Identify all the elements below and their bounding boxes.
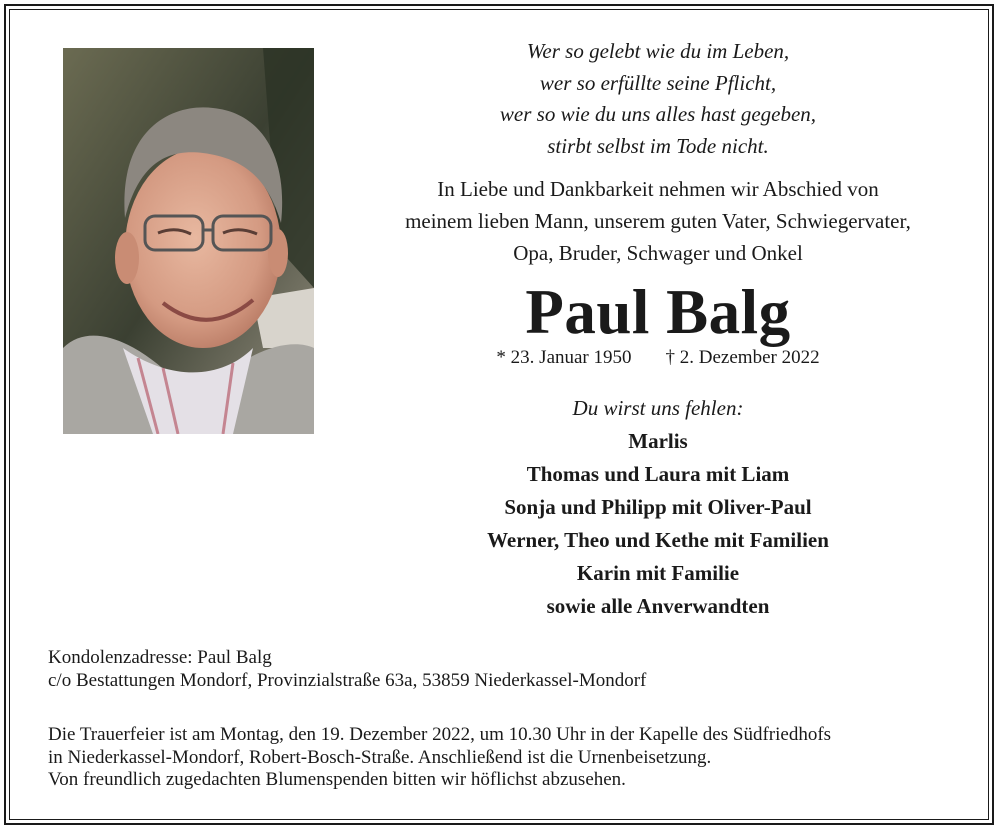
life-dates: [348, 343, 968, 373]
ceremony-line: in Niederkassel-Mondorf, Robert-Bosch-Straße. Anschließend ist die Urnenbeisetzung.: [48, 746, 712, 768]
condolence-address: [48, 647, 978, 692]
condolence-line: Kondolenzadresse: Paul Balg: [48, 647, 272, 668]
poem: [348, 36, 968, 162]
intro-line: Opa, Bruder, Schwager und Onkel: [513, 241, 803, 265]
birth-date: * 23. Januar 1950: [496, 347, 632, 368]
poem-line: Wer so gelebt wie du im Leben,: [526, 39, 790, 63]
mourner-entry: Sonja und Philipp mit Oliver-Paul: [504, 495, 812, 519]
ceremony-info: [48, 724, 978, 792]
farewell-intro: [348, 173, 968, 269]
portrait-photo: [63, 48, 314, 434]
portrait-illustration: [63, 48, 314, 434]
miss-line: Du wirst uns fehlen:: [572, 396, 744, 420]
mourner-entry: Karin mit Familie: [576, 561, 740, 585]
mourner-entry: Thomas und Laura mit Liam: [526, 462, 790, 486]
mourner-entry: Marlis: [628, 429, 688, 453]
poem-line: wer so wie du uns alles hast gegeben,: [499, 102, 817, 126]
ceremony-line: Die Trauerfeier ist am Montag, den 19. Dezember 2022, um 10.30 Uhr in der Kapelle des Südfriedhofs: [48, 724, 832, 745]
poem-line: wer so erfüllte seine Pflicht,: [539, 70, 777, 95]
ceremony-line: Von freundlich zugedachten Blumenspenden bitten wir höflichst abzusehen.: [48, 769, 626, 790]
poem-line: stirbt selbst im Tode nicht.: [547, 133, 769, 158]
mourners-list: [348, 425, 968, 623]
intro-line: meinem lieben Mann, unserem guten Vater, Schwiegervater,: [405, 209, 911, 233]
death-date: † 2. Dezember 2022: [665, 347, 820, 368]
intro-line: In Liebe und Dankbarkeit nehmen wir Abschied von: [437, 177, 879, 201]
mourner-entry: Werner, Theo und Kethe mit Familien: [487, 528, 829, 552]
condolence-line: c/o Bestattungen Mondorf, Provinzialstraße 63a, 53859 Niederkassel-Mondorf: [48, 669, 647, 691]
deceased-name: Paul Balg: [525, 277, 791, 347]
mourner-entry: sowie alle Anverwandten: [546, 594, 770, 618]
